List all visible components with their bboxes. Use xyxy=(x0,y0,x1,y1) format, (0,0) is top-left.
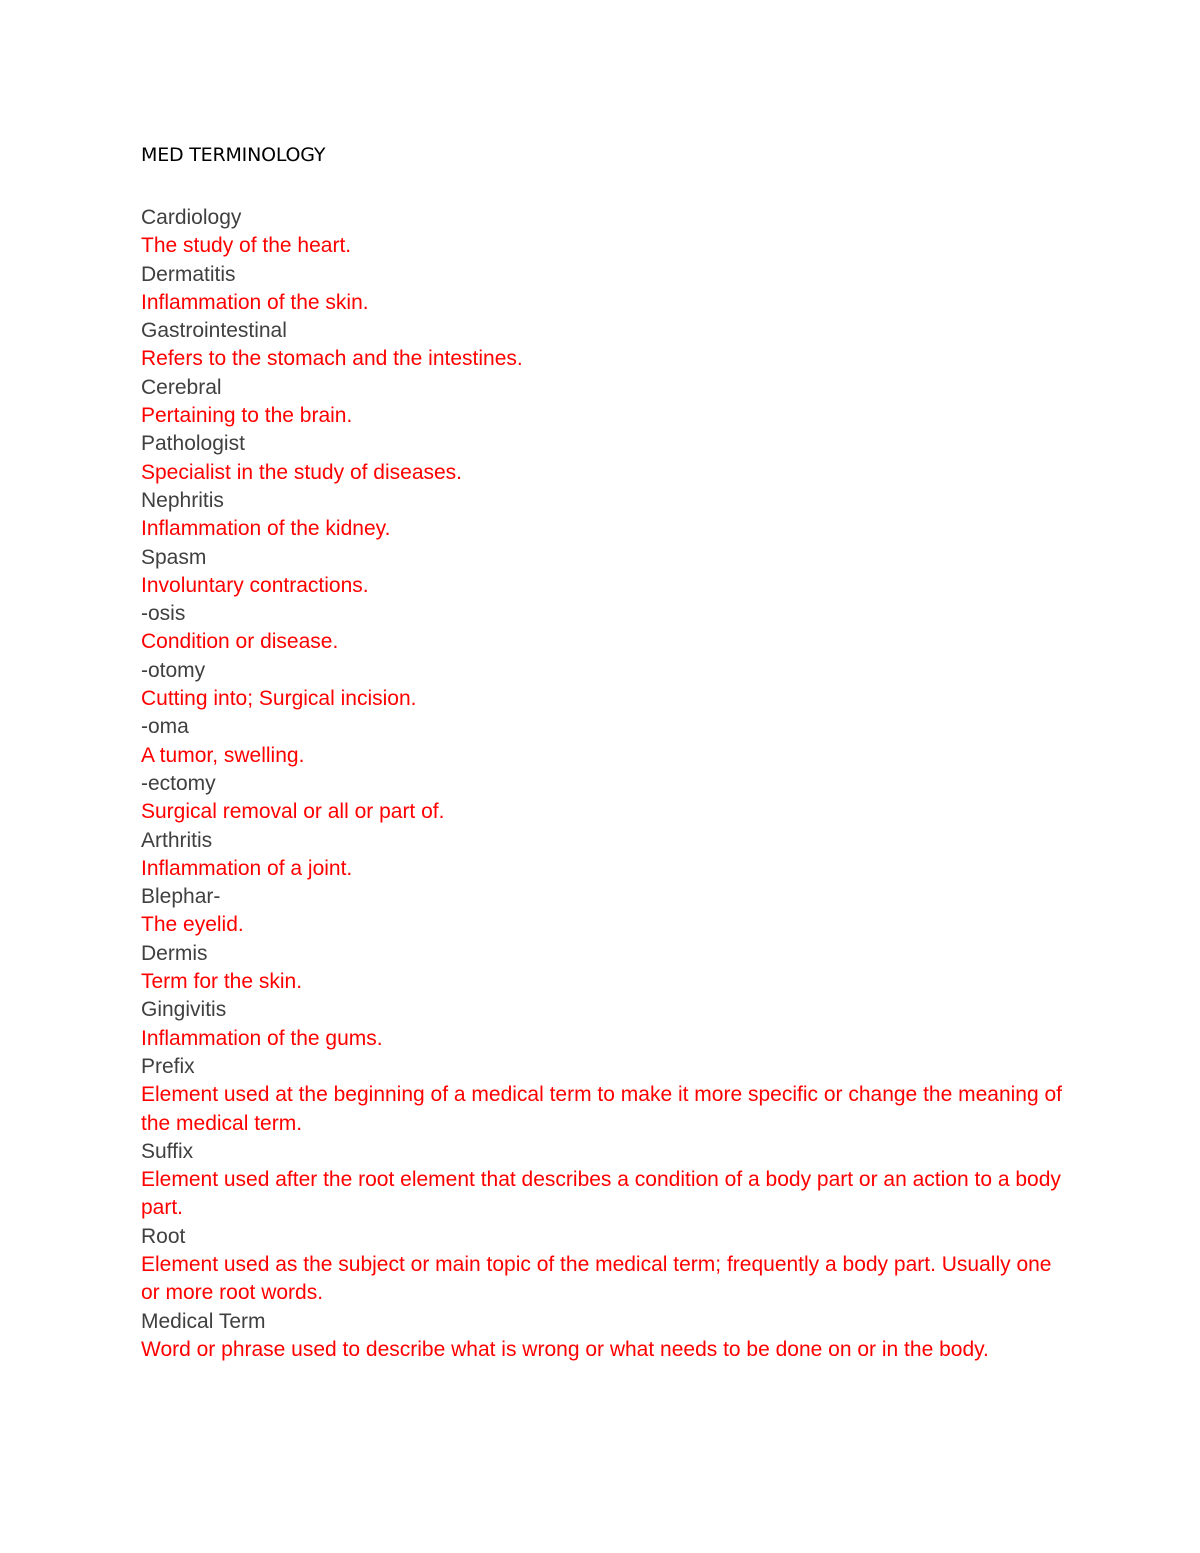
term: Dermatitis xyxy=(141,262,236,286)
definition: Inflammation of the kidney. xyxy=(141,517,391,541)
term-entry xyxy=(141,996,1071,1053)
term-entry xyxy=(141,827,1071,884)
definition: Element used at the beginning of a medical term to make it more specific or change the meaning of the medical term. xyxy=(141,1083,1063,1135)
definition: Condition or disease. xyxy=(141,630,339,654)
term: Prefix xyxy=(141,1054,195,1078)
term: -otomy xyxy=(141,658,206,682)
document-page xyxy=(141,140,1071,1364)
term-entry xyxy=(141,770,1071,827)
term-entry xyxy=(141,544,1071,601)
definition: Inflammation of a joint. xyxy=(141,856,353,880)
term-entry xyxy=(141,883,1071,940)
term-entry xyxy=(141,1053,1071,1138)
definition: Term for the skin. xyxy=(141,970,303,994)
term: Arthritis xyxy=(141,828,213,852)
term: Nephritis xyxy=(141,488,224,512)
term: Gastrointestinal xyxy=(141,319,287,343)
term-entry xyxy=(141,374,1071,431)
definition: The study of the heart. xyxy=(141,234,352,258)
term: Cerebral xyxy=(141,375,222,399)
term: Dermis xyxy=(141,941,208,965)
definition: Specialist in the study of diseases. xyxy=(141,460,463,484)
term: Spasm xyxy=(141,545,207,569)
term: Cardiology xyxy=(141,206,242,229)
term: Gingivitis xyxy=(141,998,227,1022)
term-entry xyxy=(141,657,1071,714)
term-entry xyxy=(141,600,1071,657)
term: Pathologist xyxy=(141,432,245,456)
definition: Inflammation of the skin. xyxy=(141,290,369,314)
definition: The eyelid. xyxy=(141,913,244,937)
term-entry xyxy=(141,1308,1071,1365)
term-list xyxy=(141,204,1071,1364)
term-entry xyxy=(141,487,1071,544)
term: Root xyxy=(141,1224,186,1248)
definition: Element used after the root element that describes a condition of a body part or an action to a body part. xyxy=(141,1168,1061,1220)
definition: Word or phrase used to describe what is wrong or what needs to be done on or in the body. xyxy=(141,1337,989,1361)
definition: Inflammation of the gums. xyxy=(141,1026,383,1050)
definition: Involuntary contractions. xyxy=(141,573,369,597)
term: -ectomy xyxy=(141,771,216,795)
definition: Element used as the subject or main topic of the medical term; frequently a body part. Usually one or more root words. xyxy=(141,1252,1052,1305)
term: Blephar- xyxy=(141,885,221,909)
term-entry xyxy=(141,1223,1071,1308)
term: Suffix xyxy=(141,1139,194,1163)
term: -oma xyxy=(141,715,189,739)
term-entry xyxy=(141,713,1071,770)
definition: Cutting into; Surgical incision. xyxy=(141,687,417,711)
term-entry xyxy=(141,261,1071,318)
term-entry xyxy=(141,1138,1071,1223)
definition: Refers to the stomach and the intestines. xyxy=(141,347,523,371)
term-entry xyxy=(141,430,1071,487)
term-entry xyxy=(141,204,1071,261)
document-title: MED TERMINOLOGY xyxy=(141,144,326,166)
term: -osis xyxy=(141,602,186,626)
term: Medical Term xyxy=(141,1309,266,1333)
term-entry xyxy=(141,940,1071,997)
definition: A tumor, swelling. xyxy=(141,743,305,767)
definition: Pertaining to the brain. xyxy=(141,404,353,428)
definition: Surgical removal or all or part of. xyxy=(141,800,445,824)
term-entry xyxy=(141,317,1071,374)
